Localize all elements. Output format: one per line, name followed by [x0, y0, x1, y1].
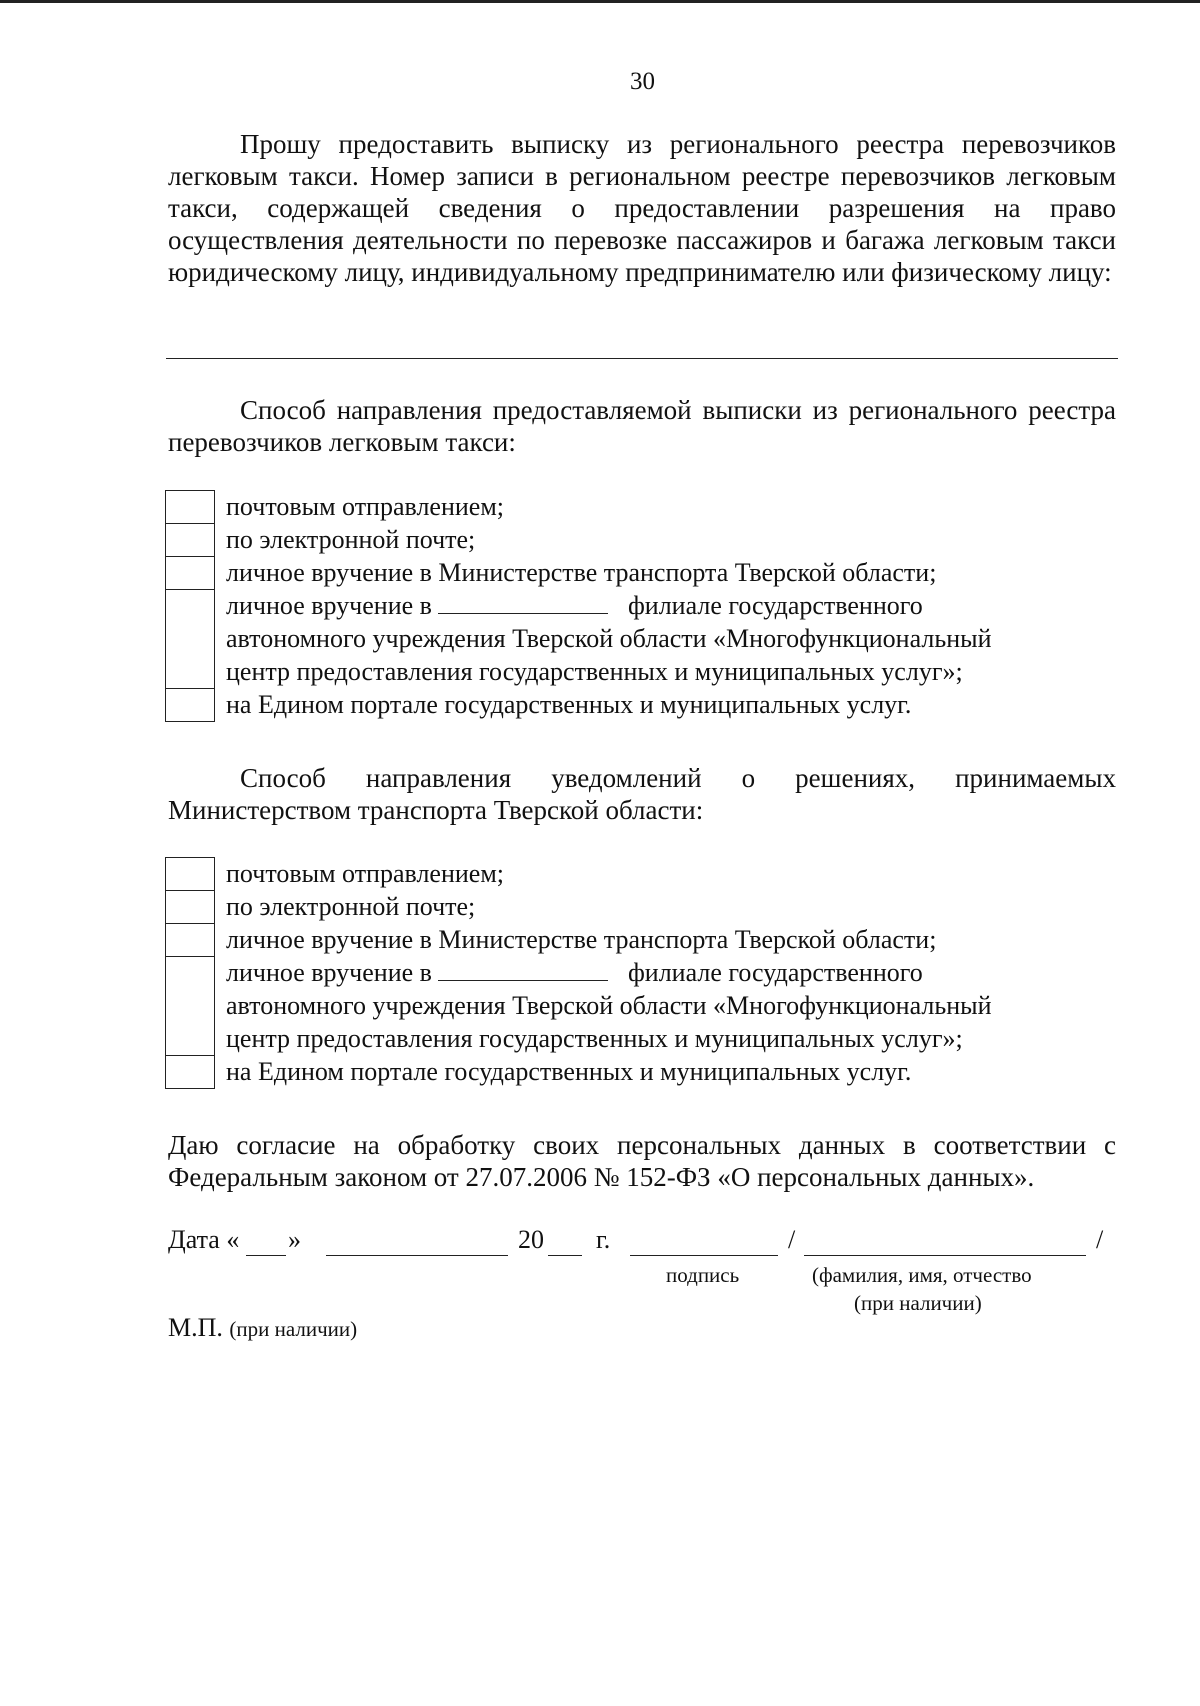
- name-caption-line1: (фамилия, имя, отчество: [812, 1263, 1032, 1287]
- option-notify-email: по электронной почте;: [226, 892, 476, 921]
- signature-field[interactable]: [630, 1255, 778, 1256]
- date-year-field[interactable]: [548, 1255, 582, 1256]
- date-label: Дата «: [168, 1225, 240, 1254]
- option-extract-ministry: личное вручение в Министерстве транспорта Тверской области;: [226, 558, 937, 587]
- slash-left: /: [788, 1225, 796, 1254]
- notification-delivery-options: [165, 857, 1125, 1088]
- date-day-field[interactable]: [246, 1255, 286, 1256]
- request-paragraph: [168, 128, 1116, 288]
- option-extract-post: почтовым отправлением;: [226, 492, 505, 521]
- year-suffix: г.: [596, 1225, 611, 1254]
- year-prefix: 20: [518, 1225, 544, 1254]
- option-notify-portal: на Едином портале государственных и муниципальных услуг.: [226, 1057, 912, 1086]
- mfc-branch-blank[interactable]: [438, 958, 608, 981]
- page-top-edge: [0, 0, 1200, 3]
- option-notify-post: почтовым отправлением;: [226, 859, 505, 888]
- notification-delivery-heading: Способ направления уведомлений о решениях, принимаемых Министерством транспорта Тверской области:: [168, 763, 1116, 825]
- registry-record-number-field[interactable]: [166, 358, 1118, 359]
- option-extract-portal: на Едином портале государственных и муниципальных услуг.: [226, 690, 912, 719]
- option-notify-mfc-line2: автономного учреждения Тверской области «Многофункциональный: [226, 991, 992, 1020]
- date-month-field[interactable]: [326, 1255, 508, 1256]
- option-extract-mfc-line2: автономного учреждения Тверской области «Многофункциональный: [226, 624, 992, 653]
- page-number: 30: [630, 68, 655, 95]
- extract-delivery-heading: Способ направления предоставляемой выписки из регионального реестра перевозчиков легковым такси:: [168, 395, 1116, 457]
- option-extract-email: по электронной почте;: [226, 525, 476, 554]
- option-extract-mfc: личное вручение в филиале государственного: [226, 591, 923, 620]
- slash-right: /: [1096, 1225, 1104, 1254]
- full-name-field[interactable]: [804, 1255, 1086, 1256]
- consent-paragraph: Даю согласие на обработку своих персональных данных в соответствии с Федеральным законом от 27.07.2006 № 152-ФЗ «О персональных данных».: [168, 1130, 1116, 1192]
- name-caption-line2: (при наличии): [854, 1291, 982, 1315]
- option-notify-ministry: личное вручение в Министерстве транспорта Тверской области;: [226, 925, 937, 954]
- stamp-label: М.П.: [168, 1313, 223, 1342]
- request-text: Прошу предоставить выписку из регионального реестра перевозчиков легковым такси. Номер записи в региональном реестре перевозчиков легковым такси, содержащей сведения о предоставлении разрешения на право осуществления деятельности по перевозке пассажиров и багажа легковым такси юридическому лицу, индивидуальному предпринимателю или физическому лицу:: [168, 129, 1116, 287]
- option-notify-mfc-line3: центр предоставления государственных и муниципальных услуг»;: [226, 1024, 963, 1053]
- signature-caption: подпись: [666, 1263, 740, 1287]
- option-extract-mfc-line3: центр предоставления государственных и муниципальных услуг»;: [226, 657, 963, 686]
- option-notify-mfc: личное вручение в филиале государственного: [226, 958, 923, 987]
- stamp-note: (при наличии): [229, 1317, 358, 1341]
- extract-delivery-options: [165, 490, 1125, 721]
- date-quote-close: »: [288, 1225, 301, 1254]
- mfc-branch-blank[interactable]: [438, 591, 608, 614]
- signature-block: [168, 1221, 1128, 1381]
- stamp-placeholder: [168, 1313, 357, 1343]
